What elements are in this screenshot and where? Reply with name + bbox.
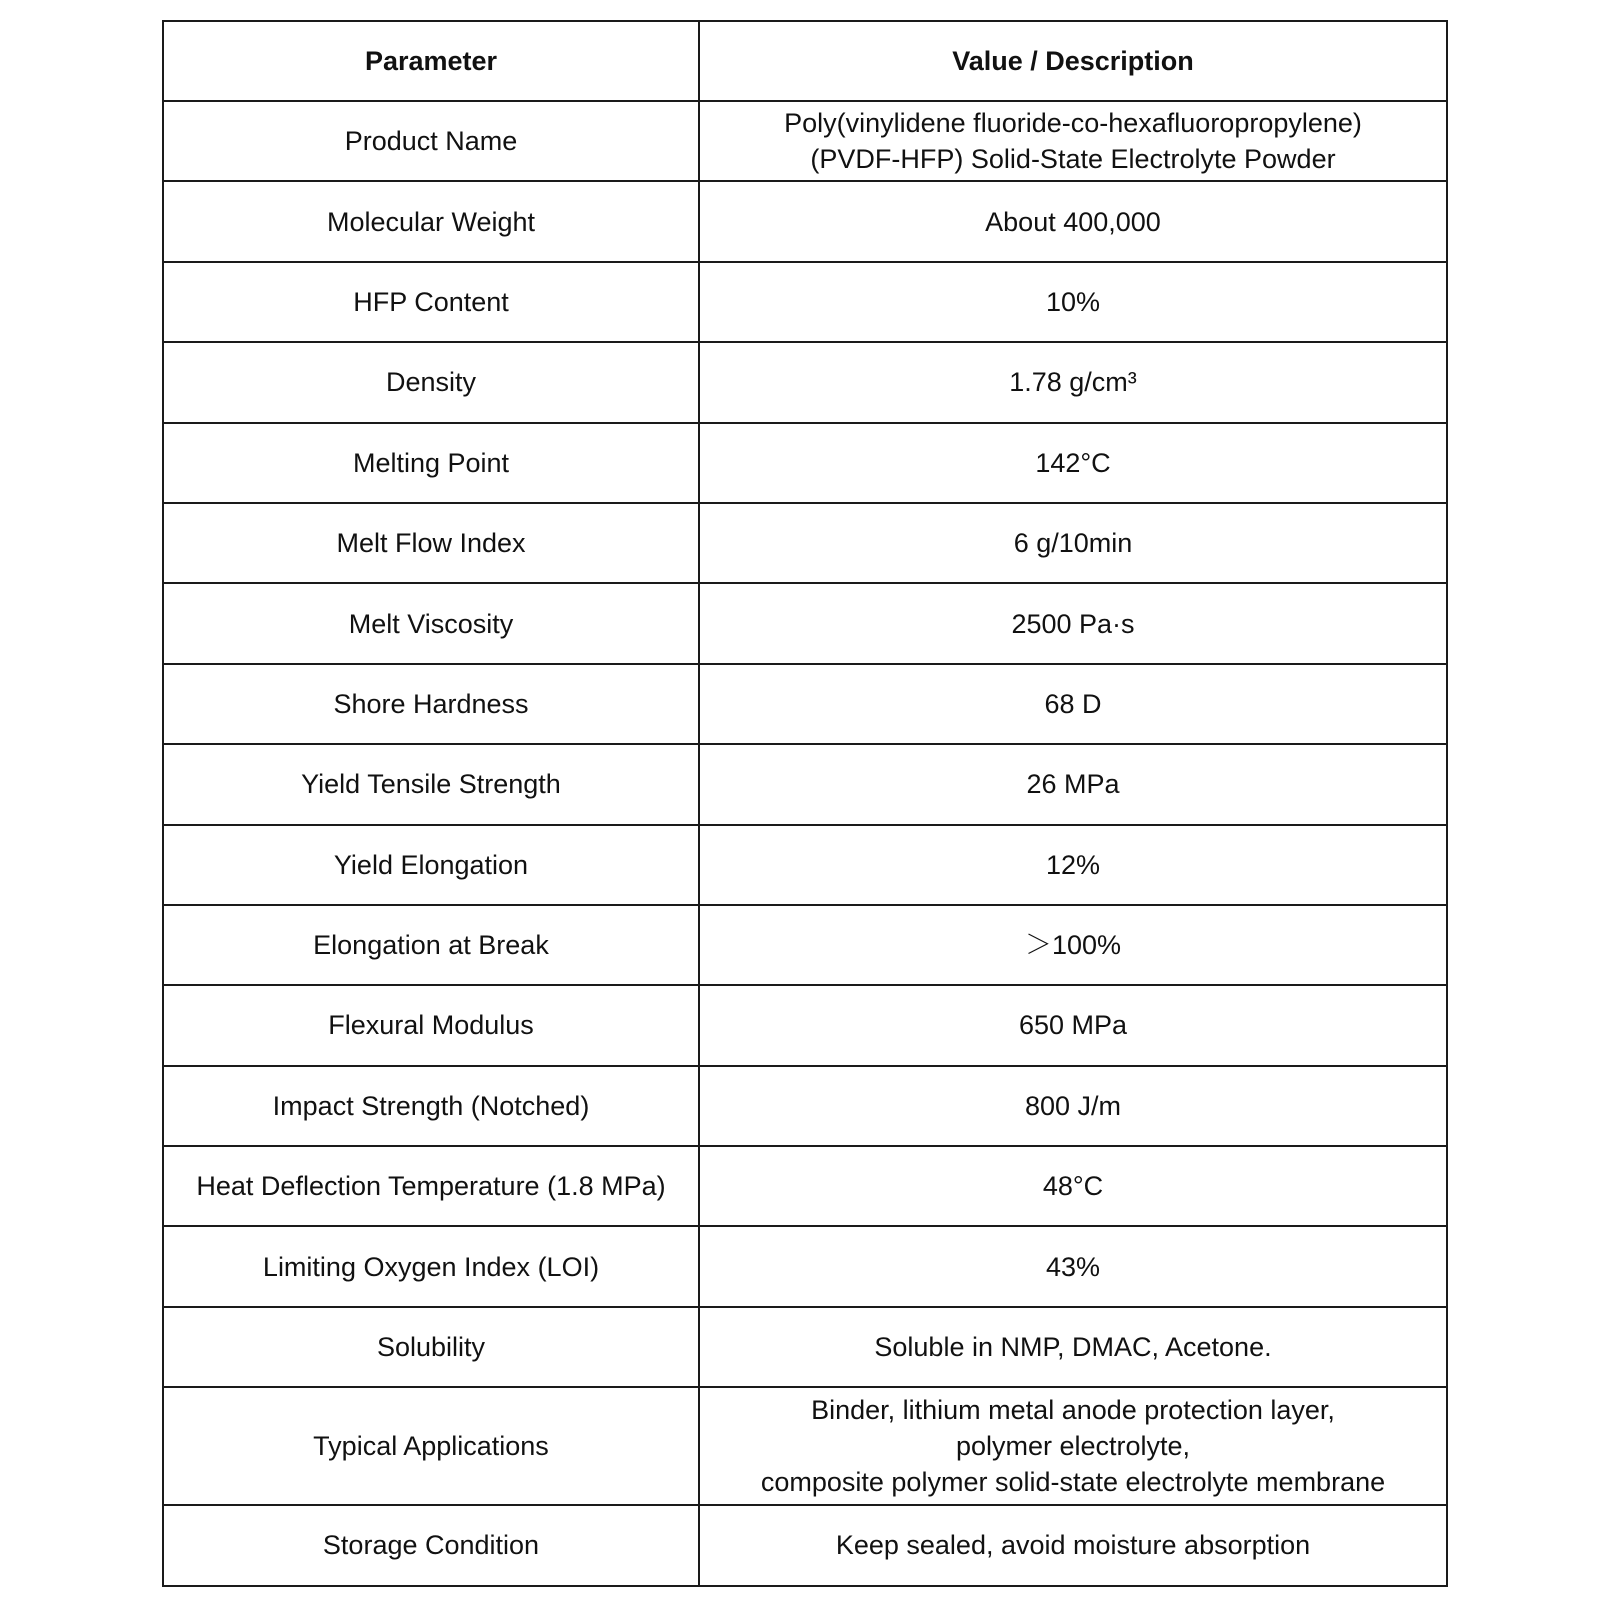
table-row <box>163 503 1447 583</box>
table-row <box>163 664 1447 744</box>
value-line: About 400,000 <box>985 206 1161 237</box>
table-row <box>163 985 1447 1065</box>
value-cell <box>699 262 1447 342</box>
value-cell <box>699 342 1447 422</box>
header-parameter: Parameter <box>163 21 699 101</box>
table-row <box>163 342 1447 422</box>
value-cell <box>699 1387 1447 1505</box>
value-line: Keep sealed, avoid moisture absorption <box>835 1530 1311 1561</box>
value-line: 12% <box>1045 849 1101 880</box>
value-line: ＞100% <box>1024 930 1122 961</box>
value-line: 2500 Pa·s <box>1011 608 1135 639</box>
value-cell <box>699 423 1447 503</box>
value-cell <box>699 1146 1447 1226</box>
table-row <box>163 1505 1447 1585</box>
value-line: 10% <box>1045 286 1101 317</box>
value-cell <box>699 1226 1447 1306</box>
table-row <box>163 1066 1447 1146</box>
header-value: Value / Description <box>699 21 1447 101</box>
parameter-cell: Product Name <box>163 101 699 181</box>
parameter-cell: Solubility <box>163 1307 699 1387</box>
parameter-cell: Melting Point <box>163 423 699 503</box>
value-cell <box>699 825 1447 905</box>
table-row <box>163 423 1447 503</box>
parameter-cell: Yield Elongation <box>163 825 699 905</box>
parameter-cell: Shore Hardness <box>163 664 699 744</box>
value-line: Soluble in NMP, DMAC, Acetone. <box>874 1332 1272 1363</box>
value-line: 800 J/m <box>1024 1090 1122 1121</box>
value-cell <box>699 181 1447 261</box>
value-line: 142°C <box>1035 447 1111 478</box>
parameter-cell: Heat Deflection Temperature (1.8 MPa) <box>163 1146 699 1226</box>
value-line: Poly(vinylidene fluoride-co-hexafluoropropylene) <box>784 108 1362 139</box>
value-line: (PVDF-HFP) Solid-State Electrolyte Powder <box>810 144 1336 175</box>
table-row <box>163 905 1447 985</box>
value-cell <box>699 985 1447 1065</box>
spec-table <box>162 20 1448 1587</box>
header-row <box>163 21 1447 101</box>
parameter-cell: Molecular Weight <box>163 181 699 261</box>
parameter-cell: Elongation at Break <box>163 905 699 985</box>
value-cell <box>699 1505 1447 1585</box>
table-body <box>163 101 1447 1586</box>
parameter-cell: Storage Condition <box>163 1505 699 1585</box>
parameter-cell: Impact Strength (Notched) <box>163 1066 699 1146</box>
value-line: polymer electrolyte, <box>955 1431 1191 1462</box>
value-line: 68 D <box>1044 688 1102 719</box>
value-line: 1.78 g/cm³ <box>1009 367 1137 398</box>
parameter-cell: Melt Viscosity <box>163 583 699 663</box>
table-row <box>163 101 1447 181</box>
table-row <box>163 1307 1447 1387</box>
value-line: 6 g/10min <box>1013 528 1133 559</box>
table-row <box>163 1226 1447 1306</box>
parameter-cell: Yield Tensile Strength <box>163 744 699 824</box>
value-line: 650 MPa <box>1018 1010 1128 1041</box>
table-row <box>163 1387 1447 1505</box>
table-row <box>163 744 1447 824</box>
value-cell <box>699 664 1447 744</box>
table-row <box>163 583 1447 663</box>
parameter-cell: Flexural Modulus <box>163 985 699 1065</box>
value-cell <box>699 101 1447 181</box>
value-cell <box>699 905 1447 985</box>
value-cell <box>699 503 1447 583</box>
value-line: 26 MPa <box>1026 769 1120 800</box>
value-line: Binder, lithium metal anode protection layer, <box>811 1395 1335 1426</box>
parameter-cell: Density <box>163 342 699 422</box>
parameter-cell: HFP Content <box>163 262 699 342</box>
value-cell <box>699 744 1447 824</box>
value-line: 43% <box>1045 1251 1101 1282</box>
parameter-cell: Melt Flow Index <box>163 503 699 583</box>
parameter-cell: Limiting Oxygen Index (LOI) <box>163 1226 699 1306</box>
table-row <box>163 181 1447 261</box>
table-row <box>163 825 1447 905</box>
parameter-cell: Typical Applications <box>163 1387 699 1505</box>
value-line: composite polymer solid-state electrolyte membrane <box>760 1467 1386 1498</box>
value-line: 48°C <box>1042 1171 1104 1202</box>
value-cell <box>699 1066 1447 1146</box>
table-row <box>163 262 1447 342</box>
value-cell <box>699 1307 1447 1387</box>
table-row <box>163 1146 1447 1226</box>
value-cell <box>699 583 1447 663</box>
